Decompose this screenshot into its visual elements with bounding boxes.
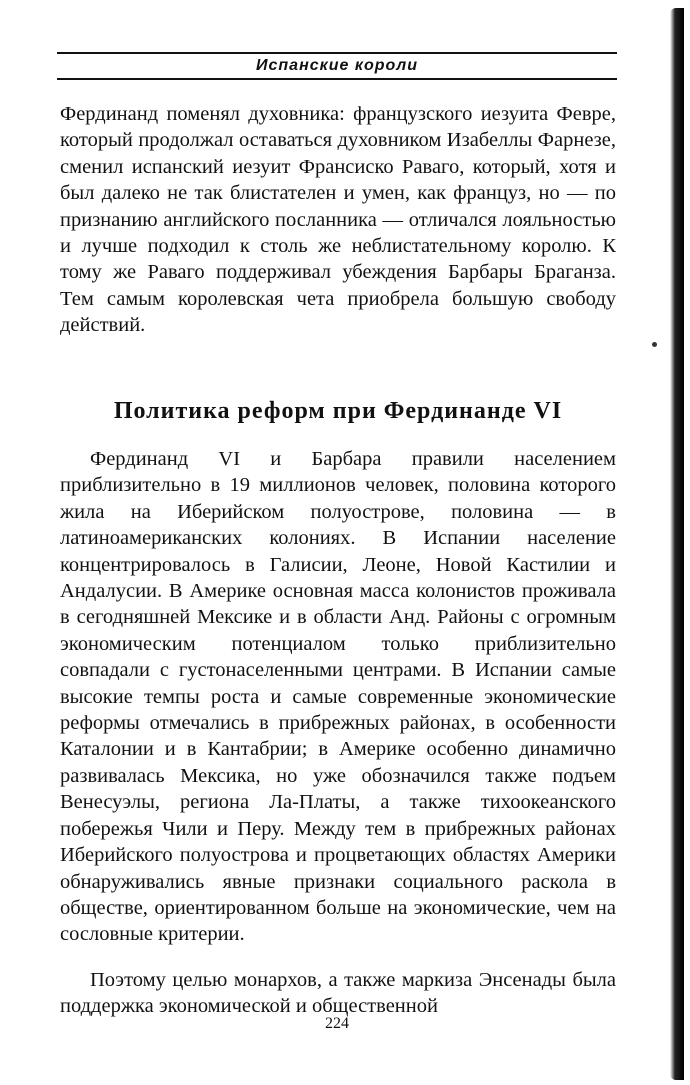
body-paragraph: [60, 967, 616, 1020]
header-rule-bottom: [57, 78, 617, 80]
paragraph-text: Поэтому целью монархов, а также маркиза Энсенады была поддержка экономической и общественной: [60, 969, 616, 1018]
body-paragraph: [60, 446, 616, 948]
header-rule-top: [57, 52, 617, 54]
binding-shadow: [670, 8, 684, 1080]
paragraph-text: Фердинанд поменял духовника: французского иезуита Февре, который продолжал оставаться духовником Изабеллы Фарнезе, сменил испанский иезуит Франсиско Раваго, который, хотя и был далеко не так блистателен и умен, как француз, но — по признанию английского посланника — отличался лояльностью и лучше подходил к столь же неблистательному королю. К тому же Раваго поддерживал убеждения Барбары Браганза. Тем самым королевская чета приобрела большую свободу действий.: [60, 103, 616, 337]
body-paragraph: [60, 101, 616, 339]
running-head: Испанские короли: [255, 57, 419, 74]
section-heading: Политика реформ при Фердинанде VI: [113, 398, 563, 424]
paragraph-text: Фердинанд VI и Барбара правили населением приблизительно в 19 миллионов человек, половина которого жила на Иберийском полуострове, половина — в латиноамериканских колониях. В Испании население концентрировалось в Галисии, Леоне, Новой Кастилии и Андалусии. В Америке основная масса колонистов проживала в сегодняшней Мексике и в области Анд. Районы с огромным экономическим потенциалом только приблизительно совпадали с густонаселенными центрами. В Испании самые высокие темпы роста и самые современные экономические реформы отмечались в прибрежных районах, в особенности Каталонии и в Кантабрии; в Америке особенно динамично развивалась Мексика, но уже обозначился также подъем Венесуэлы, региона Ла-Платы, а также тихоокеанского побережья Чили и Перу. Между тем в прибрежных районах Иберийского полуострова и процветающих областях Америки обнаруживались явные признаки социального раскола в обществе, ориентированном больше на экономические, чем на сословные критерии.: [60, 448, 616, 946]
speck-mark: [652, 342, 657, 347]
page-number: 224: [325, 1015, 349, 1032]
